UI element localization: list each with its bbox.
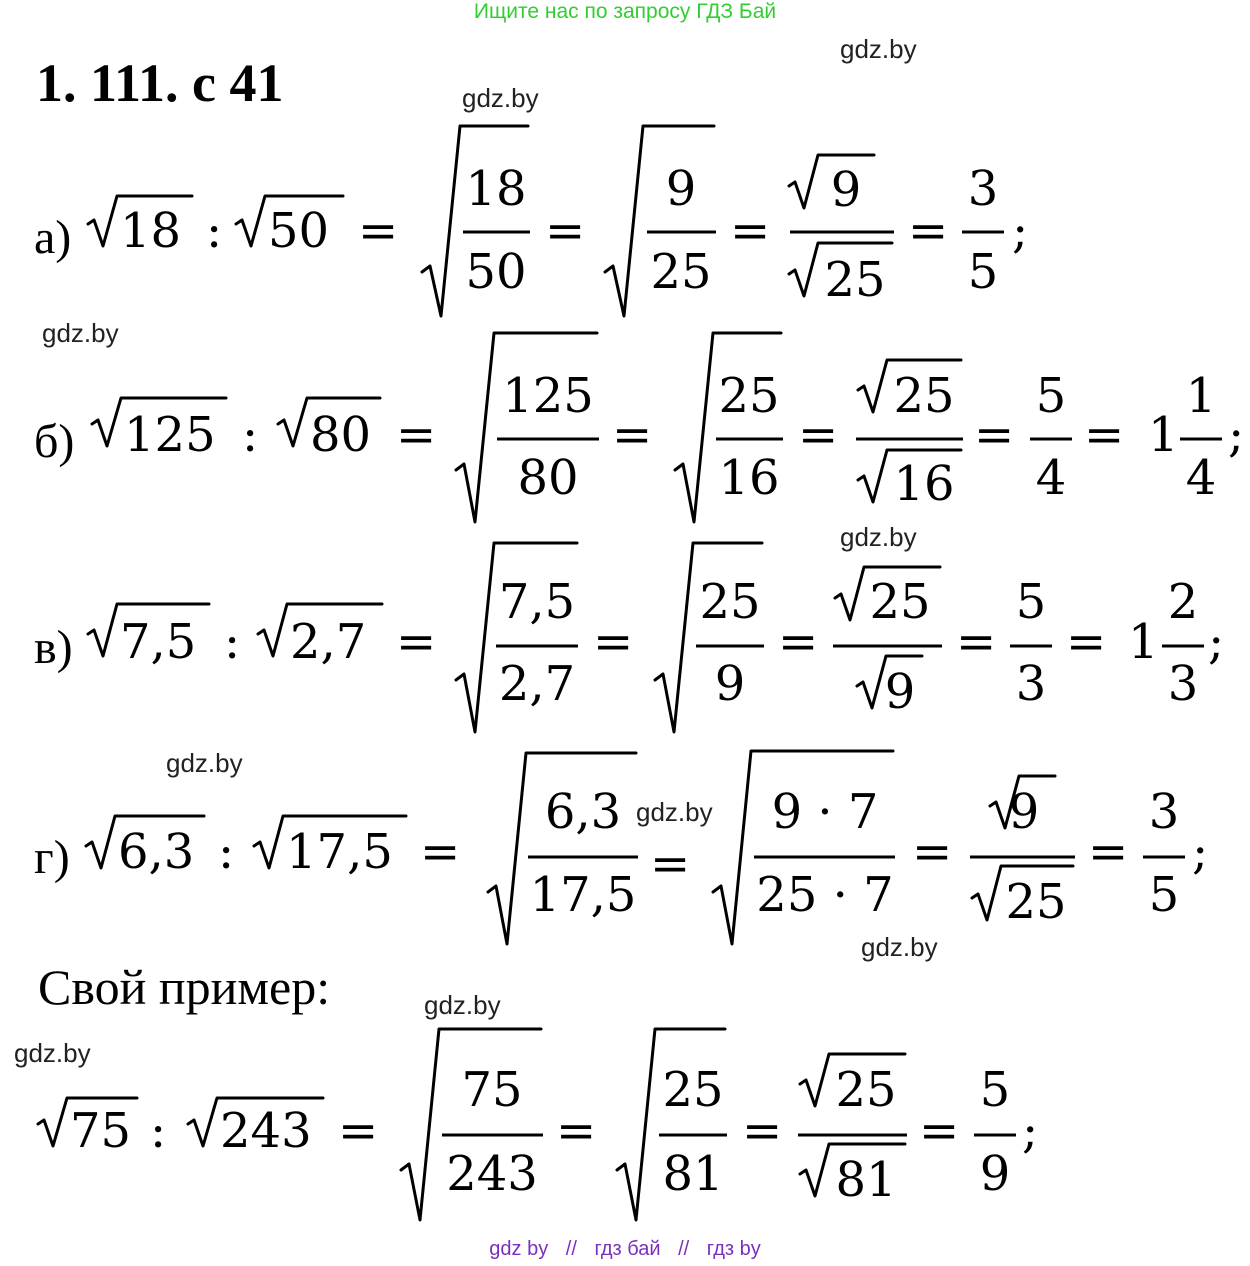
radicand: 2,7 [290,614,367,670]
denominator: 9 [884,664,916,720]
radicand: 50 [268,203,330,259]
denominator: 5 [1148,867,1180,923]
watermark: gdz.by [840,34,917,64]
radicand: 17,5 [286,824,393,880]
watermark: gdz.by [14,1038,91,1068]
equals-sign: = [1084,407,1125,463]
denominator: 25 · 7 [756,867,894,923]
denominator: 5 [967,244,999,300]
item-label-b: б) [34,415,75,468]
semicolon: ; [1012,203,1029,259]
row-a-text [120,161,1028,308]
footer-separator: // [678,1238,690,1260]
equals-sign: = [1066,614,1107,670]
numerator: 9 [830,162,862,218]
footer-separator: // [565,1238,577,1260]
numerator: 25 [893,368,955,424]
numerator: 25 [835,1062,897,1118]
row-v-text [120,574,1224,720]
radicand: 243 [220,1103,312,1159]
semicolon: ; [1192,824,1209,880]
watermark: gdz.by [166,748,243,778]
numerator: 125 [502,368,594,424]
denominator: 3 [1015,656,1047,712]
semicolon: ; [1022,1103,1039,1159]
numerator: 7,5 [498,574,576,630]
radicand: 18 [120,203,182,259]
equals-sign: = [742,1103,783,1159]
numerator: 25 [662,1062,724,1118]
denominator: 81 [662,1146,724,1202]
numerator: 9 [665,161,697,217]
item-label-a: а) [34,211,72,264]
semicolon: ; [1208,614,1225,670]
equals-sign: = [358,203,399,259]
equals-sign: = [612,407,653,463]
denominator: 25 [1005,874,1067,930]
equals-sign: = [396,407,437,463]
footer-link[interactable]: гдз бай [594,1238,661,1260]
exercise-title: 1. 111. с 41 [36,53,284,113]
watermark: gdz.by [840,522,917,552]
numerator: 3 [1148,784,1180,840]
numerator: 2 [1167,574,1199,630]
equals-sign: = [650,836,691,892]
radicand: 80 [310,407,372,463]
numerator: 9 · 7 [771,784,879,840]
numerator: 25 [869,574,931,630]
denominator: 16 [893,456,955,512]
numerator: 1 [1185,368,1217,424]
equals-sign: = [338,1103,379,1159]
equals-sign: = [545,203,586,259]
own-example-label: Свой пример: [38,959,331,1015]
denominator: 9 [979,1146,1011,1202]
semicolon: ; [1228,407,1245,463]
numerator: 25 [718,368,780,424]
denominator: 3 [1167,656,1199,712]
equals-sign: = [396,614,437,670]
footer-link[interactable]: гдз by [706,1238,761,1260]
colon-sign: : [224,614,241,670]
item-label-g: г) [34,831,70,884]
watermark: gdz.by [636,797,713,827]
numerator: 5 [1015,574,1047,630]
numerator: 5 [1035,368,1067,424]
equals-sign: = [420,824,461,880]
radicand: 125 [124,407,216,463]
equals-sign: = [956,614,997,670]
footer-links [0,1238,1250,1261]
colon-sign: : [150,1103,167,1159]
equals-sign: = [908,203,949,259]
equals-sign: = [556,1103,597,1159]
denominator: 243 [446,1146,538,1202]
denominator: 50 [465,244,527,300]
mixed-whole: 1 [1128,614,1159,670]
denominator: 4 [1185,450,1217,506]
watermark: gdz.by [462,83,539,113]
equals-sign: = [798,407,839,463]
denominator: 81 [835,1152,897,1208]
watermark: gdz.by [861,932,938,962]
item-label-v: в) [34,621,73,674]
numerator: 25 [699,574,761,630]
equals-sign: = [912,824,953,880]
numerator: 3 [967,161,999,217]
radicand: 7,5 [120,614,197,670]
radicand: 6,3 [118,824,195,880]
denominator: 17,5 [529,867,637,923]
denominator: 25 [824,252,886,308]
denominator: 9 [714,656,746,712]
colon-sign: : [218,824,235,880]
denominator: 80 [517,450,579,506]
watermark: gdz.by [42,318,119,348]
numerator: 5 [979,1062,1011,1118]
denominator: 2,7 [498,656,576,712]
footer-link[interactable]: gdz by [489,1238,549,1260]
equals-sign: = [1088,824,1129,880]
equals-sign: = [974,407,1015,463]
denominator: 4 [1035,450,1067,506]
colon-sign: : [206,203,223,259]
equals-sign: = [730,203,771,259]
equals-sign: = [593,614,634,670]
watermark: gdz.by [424,990,501,1020]
numerator: 75 [461,1062,523,1118]
numerator: 6,3 [544,784,622,840]
radicand: 75 [70,1103,132,1159]
numerator: 18 [465,161,527,217]
denominator: 25 [650,244,712,300]
equals-sign: = [919,1103,960,1159]
mixed-whole: 1 [1148,407,1179,463]
search-banner: Ищите нас по запросу ГДЗ Бай [473,0,777,23]
colon-sign: : [242,407,259,463]
numerator: 9 [1008,784,1040,840]
denominator: 16 [718,450,780,506]
equals-sign: = [778,614,819,670]
